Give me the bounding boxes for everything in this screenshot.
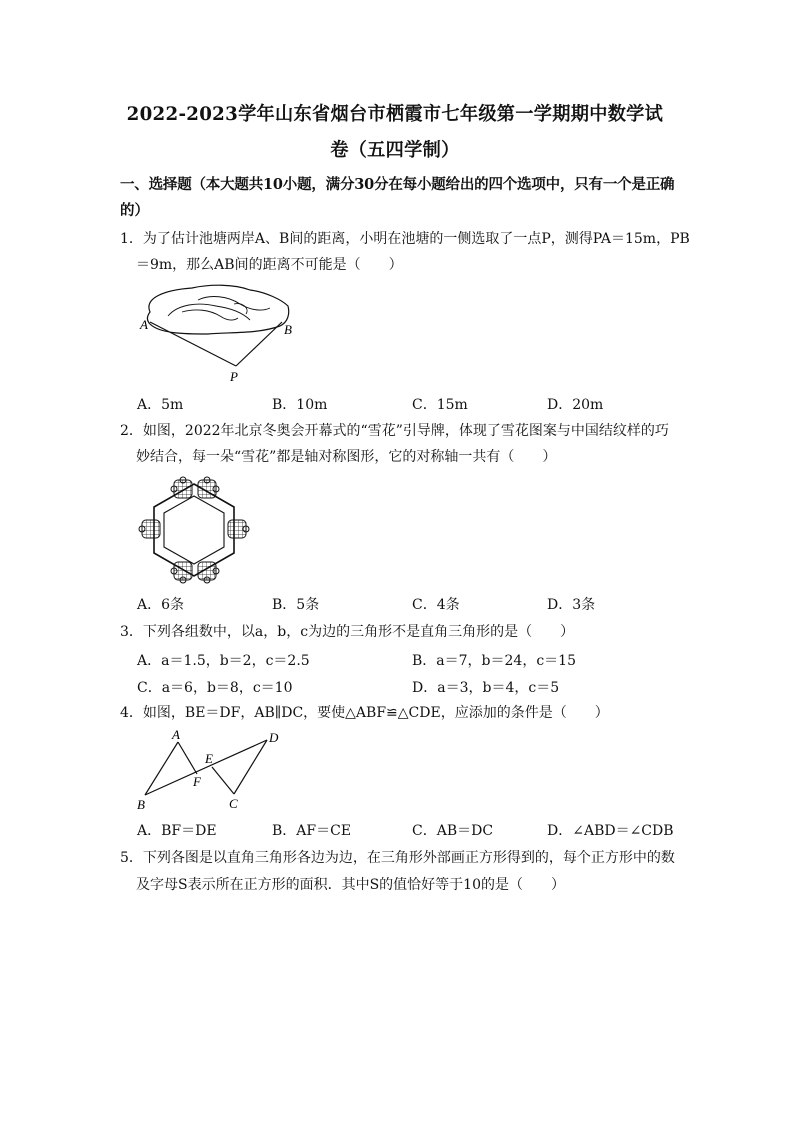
- q5-text-line2: 及字母S表示所在正方形的面积．其中S的值恰好等于10的是（ ）: [136, 877, 565, 893]
- q1-number: 1．: [120, 231, 143, 247]
- point-a-label: A: [172, 727, 180, 742]
- knot-top-left-icon: [171, 477, 192, 498]
- q4-number: 4．: [120, 705, 143, 721]
- q3-line1: [120, 622, 574, 642]
- q3-text-line1: 下列各组数中，以a，b，c为边的三角形不是直角三角形的是（ ）: [142, 624, 575, 640]
- q1-option-d[interactable]: D．20m: [547, 397, 604, 413]
- q1-text-line2: ＝9m，那么AB间的距离不可能是（ ）: [136, 257, 403, 273]
- point-b-label: B: [137, 797, 145, 812]
- segment-ce: [212, 767, 234, 794]
- pond-ripple-1: [168, 304, 250, 320]
- q4-option-b[interactable]: B．AF＝CE: [272, 823, 352, 839]
- q5-text-line1: 下列各图是以直角三角形各边为边，在三角形外部画正方形得到的，每个正方形中的数: [142, 850, 675, 866]
- knot-left-icon: [139, 520, 160, 538]
- q2-text-line2: 妙结合，每一朵“雪花”都是轴对称图形，它的对称轴一共有（ ）: [136, 449, 557, 465]
- q4-triangles-figure: [136, 726, 286, 812]
- q4-line1: [120, 703, 609, 723]
- segment-af: [178, 742, 197, 774]
- q3-option-b[interactable]: B．a＝7，b＝24，c＝15: [412, 653, 576, 669]
- q3-option-a[interactable]: A．a＝1.5，b＝2，c＝2.5: [137, 653, 310, 669]
- q2-line1: [120, 421, 669, 441]
- q1-option-c[interactable]: C．15m: [412, 397, 468, 413]
- q2-text-line1: 如图，2022年北京冬奥会开幕式的“雪花”引导牌，体现了雪花图案与中国结纹样的巧: [142, 423, 669, 439]
- pond-outline: [147, 285, 288, 334]
- q4-option-d[interactable]: D．∠ABD＝∠CDB: [547, 823, 674, 839]
- point-c-label: C: [229, 796, 238, 811]
- point-e-label: E: [205, 751, 213, 766]
- point-a-label: A: [140, 317, 148, 332]
- point-d-label: D: [269, 730, 279, 745]
- knot-bottom-left-icon: [171, 562, 192, 583]
- knot-top-right-icon: [198, 477, 219, 498]
- q2-option-c[interactable]: C．4条: [412, 597, 460, 613]
- pond-ripple-2: [182, 310, 238, 320]
- exam-title-line2: 卷（五四学制）: [330, 140, 460, 161]
- segment-pa: [150, 322, 236, 366]
- segment-bd: [145, 740, 267, 795]
- point-p-label: P: [230, 369, 238, 384]
- q1-line1: [120, 229, 690, 249]
- q4-option-a[interactable]: A．BF＝DE: [137, 823, 217, 839]
- section-heading-line2: 的）: [120, 202, 149, 219]
- knot-right-icon: [228, 520, 249, 538]
- snowflake-ring-inner: [164, 496, 224, 564]
- segment-pb: [236, 322, 282, 366]
- q2-number: 2．: [120, 423, 143, 439]
- pond-ripple-3: [198, 297, 270, 311]
- q3-option-c[interactable]: C．a＝6，b＝8，c＝10: [137, 680, 293, 696]
- q4-option-c[interactable]: C．AB＝DC: [412, 823, 494, 839]
- q1-option-a[interactable]: A．5m: [137, 397, 184, 413]
- q5-number: 5．: [120, 850, 143, 866]
- snowflake-ring-outer: [154, 484, 234, 576]
- q3-option-d[interactable]: D．a＝3，b＝4，c＝5: [412, 680, 560, 696]
- section-heading-line1: 一、选择题（本大题共10小题，满分30分在每小题给出的四个选项中，只有一个是正确: [120, 176, 675, 193]
- q2-snowflake-figure: [138, 474, 250, 586]
- q3-number: 3．: [120, 624, 143, 640]
- point-f-label: F: [193, 774, 201, 789]
- section-heading: [120, 172, 680, 224]
- q1-text-line1: 为了估计池塘两岸A、B间的距离，小明在池塘的一侧选取了一点P，测得PA＝15m，PB: [142, 231, 690, 247]
- pond-ripple-4: [234, 304, 247, 314]
- q2-option-d[interactable]: D．3条: [547, 597, 596, 613]
- q4-text-line1: 如图，BE＝DF，AB∥DC，要使△ABF≌△CDE，应添加的条件是（ ）: [142, 705, 609, 721]
- q2-option-a[interactable]: A．6条: [137, 597, 185, 613]
- q2-option-b[interactable]: B．5条: [272, 597, 320, 613]
- q1-pond-figure: [138, 282, 308, 382]
- exam-title-line1: 2022-2023学年山东省烟台市栖霞市七年级第一学期期中数学试: [126, 104, 664, 125]
- point-b-label: B: [284, 322, 292, 337]
- q5-line1: [120, 848, 675, 868]
- q1-option-b[interactable]: B．10m: [272, 397, 328, 413]
- knot-bottom-right-icon: [198, 562, 219, 583]
- segment-dc: [234, 740, 267, 794]
